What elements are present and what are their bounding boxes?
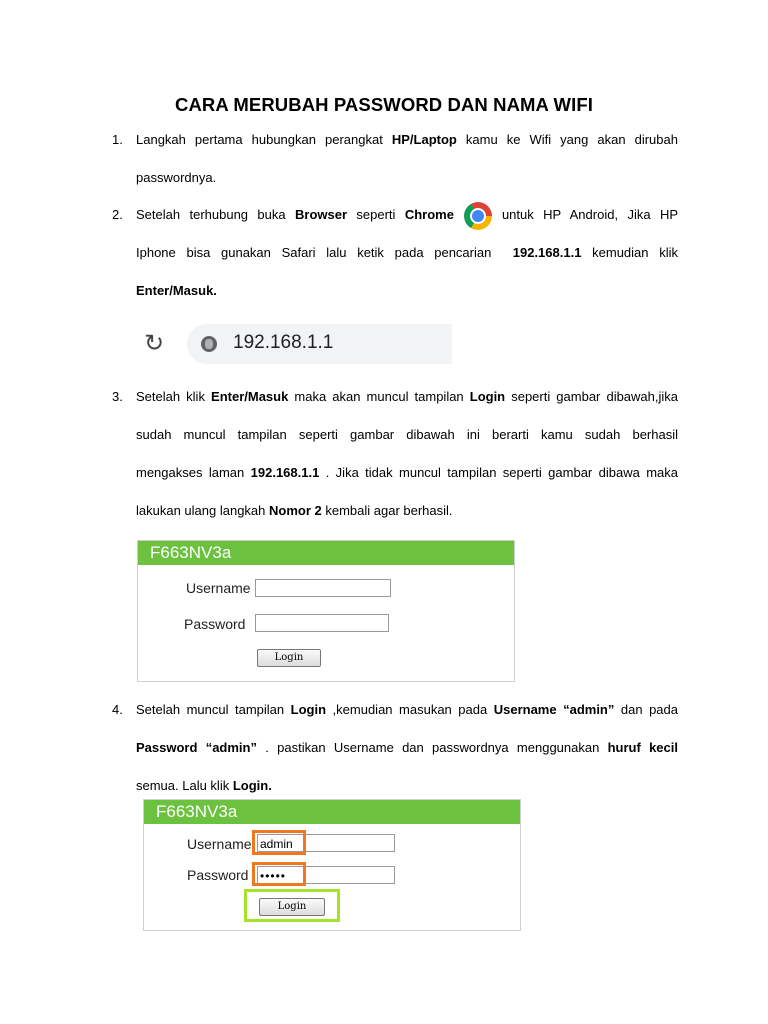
bold-segment: huruf kecil: [607, 740, 678, 755]
globe-icon: [201, 336, 217, 352]
text-segment: . Jika tidak muncul tampilan seperti gambar dibawa maka: [319, 465, 678, 480]
username-label: Username: [187, 836, 252, 852]
text-segment: sudah muncul tampilan seperti gambar dibawah ini berarti kamu sudah berhasil: [136, 427, 678, 442]
text-segment: Setelah terhubung buka: [136, 207, 295, 222]
password-label: Password: [184, 616, 246, 632]
bold-segment: Browser: [295, 207, 348, 222]
step-line: [136, 691, 678, 729]
username-highlight: [252, 830, 306, 855]
step-4-text: [136, 691, 678, 805]
chrome-icon: [464, 202, 492, 230]
text-segment: maka akan muncul tampilan: [288, 389, 470, 404]
bold-segment: Nomor 2: [269, 503, 322, 518]
password-label: Password: [187, 867, 249, 883]
step-line: [136, 729, 678, 767]
text-segment: passwordnya.: [136, 170, 217, 185]
text-segment: lakukan ulang langkah: [136, 503, 269, 518]
bold-segment: Username “admin”: [493, 702, 615, 717]
login-button: Login: [257, 649, 321, 667]
step-3-text: [136, 378, 678, 530]
step-line: [136, 121, 678, 159]
text-segment: Iphone bisa gunakan Safari lalu ketik pada pencarian: [136, 245, 513, 260]
step-line: [136, 159, 678, 197]
password-field: •••••: [257, 866, 395, 884]
step-3-number: 3.: [112, 389, 123, 404]
username-field: [255, 579, 391, 597]
step-1-number: 1.: [112, 132, 123, 147]
bold-segment: Login: [290, 702, 327, 717]
step-2-number: 2.: [112, 207, 123, 222]
text-segment: Setelah klik: [136, 389, 212, 404]
step-line: [136, 196, 678, 234]
bold-segment: Enter/Masuk.: [136, 283, 217, 298]
step-line: [136, 234, 678, 272]
bold-segment: 192.168.1.1: [512, 245, 582, 260]
page-title: CARA MERUBAH PASSWORD DAN NAMA WIFI: [174, 94, 593, 115]
login-button-highlight: [244, 889, 340, 922]
bold-segment: Password “admin”: [136, 740, 257, 755]
password-field: [255, 614, 389, 632]
text-segment: Setelah muncul tampilan: [136, 702, 291, 717]
step-line: [136, 378, 678, 416]
bold-segment: 192.168.1.1: [250, 465, 320, 480]
bold-segment: Login.: [232, 778, 272, 793]
login-panel-header: F663NV3a: [144, 800, 520, 824]
login-panel-example: [137, 540, 515, 682]
text-segment: kamu ke Wifi yang akan dirubah: [456, 132, 678, 147]
text-segment: Langkah pertama hubungkan perangkat: [136, 132, 392, 147]
address-url: 192.168.1.1: [233, 332, 334, 353]
username-field: admin: [257, 834, 395, 852]
address-field: [187, 324, 452, 364]
text-segment: kembali agar berhasil.: [321, 503, 453, 518]
text-segment: seperti gambar dibawah,jika: [505, 389, 679, 404]
text-segment: semua. Lalu klik: [136, 778, 233, 793]
address-bar-illustration: [140, 324, 452, 364]
step-1-text: [136, 121, 678, 197]
step-line: [136, 272, 678, 310]
login-panel-header: F663NV3a: [138, 541, 514, 565]
bold-segment: HP/Laptop: [391, 132, 457, 147]
step-line: [136, 454, 678, 492]
step-2-text: [136, 196, 678, 310]
text-segment: kemudian klik: [581, 245, 678, 260]
step-line: [136, 492, 678, 530]
password-highlight: [252, 862, 306, 886]
login-button: Login: [259, 898, 325, 916]
text-segment: untuk HP Android, Jika HP: [501, 207, 679, 222]
step-line: [136, 416, 678, 454]
step-4-number: 4.: [112, 702, 123, 717]
text-segment: . pastikan Username dan passwordnya menggunakan: [256, 740, 608, 755]
bold-segment: Enter/Masuk: [211, 389, 289, 404]
text-segment: mengakses laman: [136, 465, 251, 480]
bold-segment: Login: [469, 389, 506, 404]
bold-segment: Chrome: [404, 207, 454, 222]
username-label: Username: [186, 580, 251, 596]
reload-icon: ↻: [143, 330, 165, 357]
text-segment: dan pada: [614, 702, 678, 717]
text-segment: ,kemudian masukan pada: [326, 702, 494, 717]
text-segment: seperti: [347, 207, 405, 222]
